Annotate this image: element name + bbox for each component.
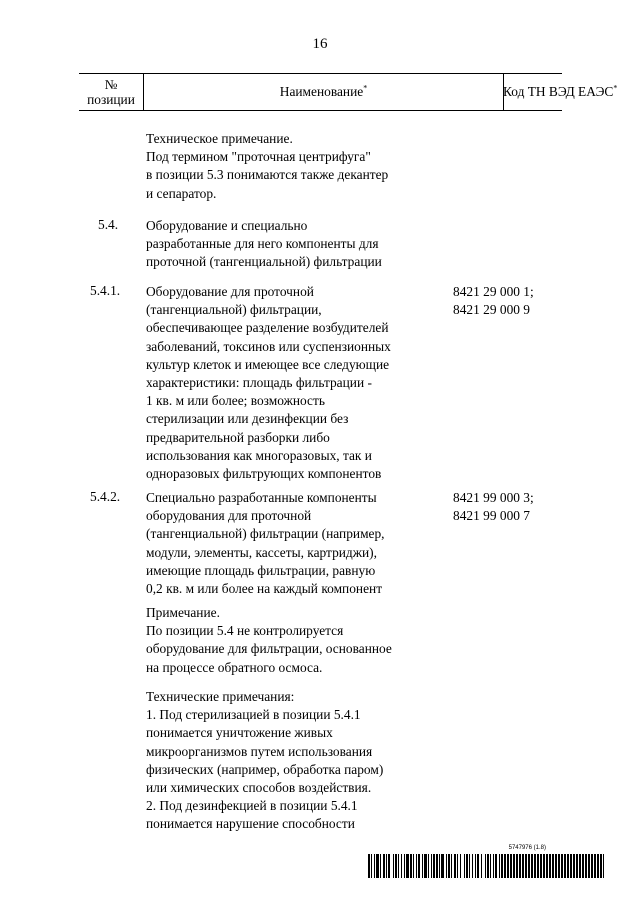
text-line: 2. Под дезинфекцией в позиции 5.4.1 [146,798,358,814]
header-position-symbol: № [104,77,118,92]
text-line: Техническое примечание. [146,131,293,146]
entry-description [146,489,426,598]
text-line: Оборудование для проточной [146,284,314,299]
text-line: (тангенциальной) фильтрации, [146,302,322,318]
text-line: разработанные для него компоненты для [146,236,379,252]
page-number: 16 [312,36,328,52]
entry-codes [453,283,534,319]
barcode [368,854,606,878]
text-line: культур клеток и имеющее все следующие [146,356,390,372]
footer [368,845,606,879]
entry-description [146,283,426,483]
note-5-4 [146,604,436,677]
text-line: Оборудование и специально [146,218,308,233]
text-line: стерилизации или дезинфекции без [146,411,349,427]
text-line: или химических способов воздействия. [146,780,372,796]
text-line: физических (например, обработка паром) [146,761,384,777]
header-position-label: позиции [87,92,135,107]
text-line: оборудование для фильтрации, основанное [146,641,392,657]
header-name-asterisk: * [363,83,368,93]
text-line: Примечание. [146,605,220,620]
text-line: 0,2 кв. м или более на каждый компонент [146,581,383,597]
text-line: на процессе обратного осмоса. [146,659,323,675]
text-line: понимается уничтожение живых [146,725,333,741]
text-line: характеристики: площадь фильтрации - [146,375,372,391]
entry-number: 5.4.2. [90,489,121,504]
text-line: Под термином "проточная центрифуга" [146,149,371,165]
tnved-code: 8421 29 000 1; [453,284,534,299]
text-line: (тангенциальной) фильтрации (например, [146,526,385,542]
text-line: понимается нарушение способности [146,816,355,832]
tnved-code: 8421 99 000 7 [453,508,530,524]
text-line: 1. Под стерилизацией в позиции 5.4.1 [146,707,361,723]
text-line: в позиции 5.3 понимаются также декантер [146,167,389,183]
text-line: имеющие площадь фильтрации, равную [146,562,376,578]
entry-number: 5.4.1. [90,283,121,298]
header-code-label: Код ТН ВЭД ЕАЭС [503,84,614,99]
text-line: заболеваний, токсинов или суспензионных [146,338,391,354]
header-code-asterisk: * [613,83,618,93]
text-line: микроорганизмов путем использования [146,743,373,759]
entry-number: 5.4. [98,217,119,232]
text-line: и сепаратор. [146,185,217,201]
text-line: использования как многоразовых, так и [146,447,372,463]
entry-codes [453,489,534,525]
tnved-code: 8421 99 000 3; [453,490,534,505]
text-line: оборудования для проточной [146,508,312,524]
header-code-cell [503,74,618,110]
text-line: 1 кв. м или более; возможность [146,393,325,409]
text-line: одноразовых фильтрующих компонентов [146,466,382,482]
text-line: По позиции 5.4 не контролируется [146,623,344,639]
document-code: 5747976 (1.8) [508,845,546,851]
header-position-cell [79,74,144,110]
table-header [79,73,618,111]
text-line: обеспечивающее разделение возбудителей [146,320,389,336]
text-line: модули, элементы, кассеты, картриджи), [146,544,377,560]
text-line: проточной (тангенциальной) фильтрации [146,254,382,270]
text-line: предварительной разборки либо [146,429,330,445]
text-line: Специально разработанные компоненты [146,490,377,505]
entry-description [146,217,426,272]
tech-notes-5-4-1 [146,688,436,834]
tech-note-5-3 [146,130,436,203]
header-name-label: Наименование [279,84,364,99]
text-line: Технические примечания: [146,689,295,704]
header-name-cell [144,74,504,110]
tnved-code: 8421 29 000 9 [453,302,530,318]
